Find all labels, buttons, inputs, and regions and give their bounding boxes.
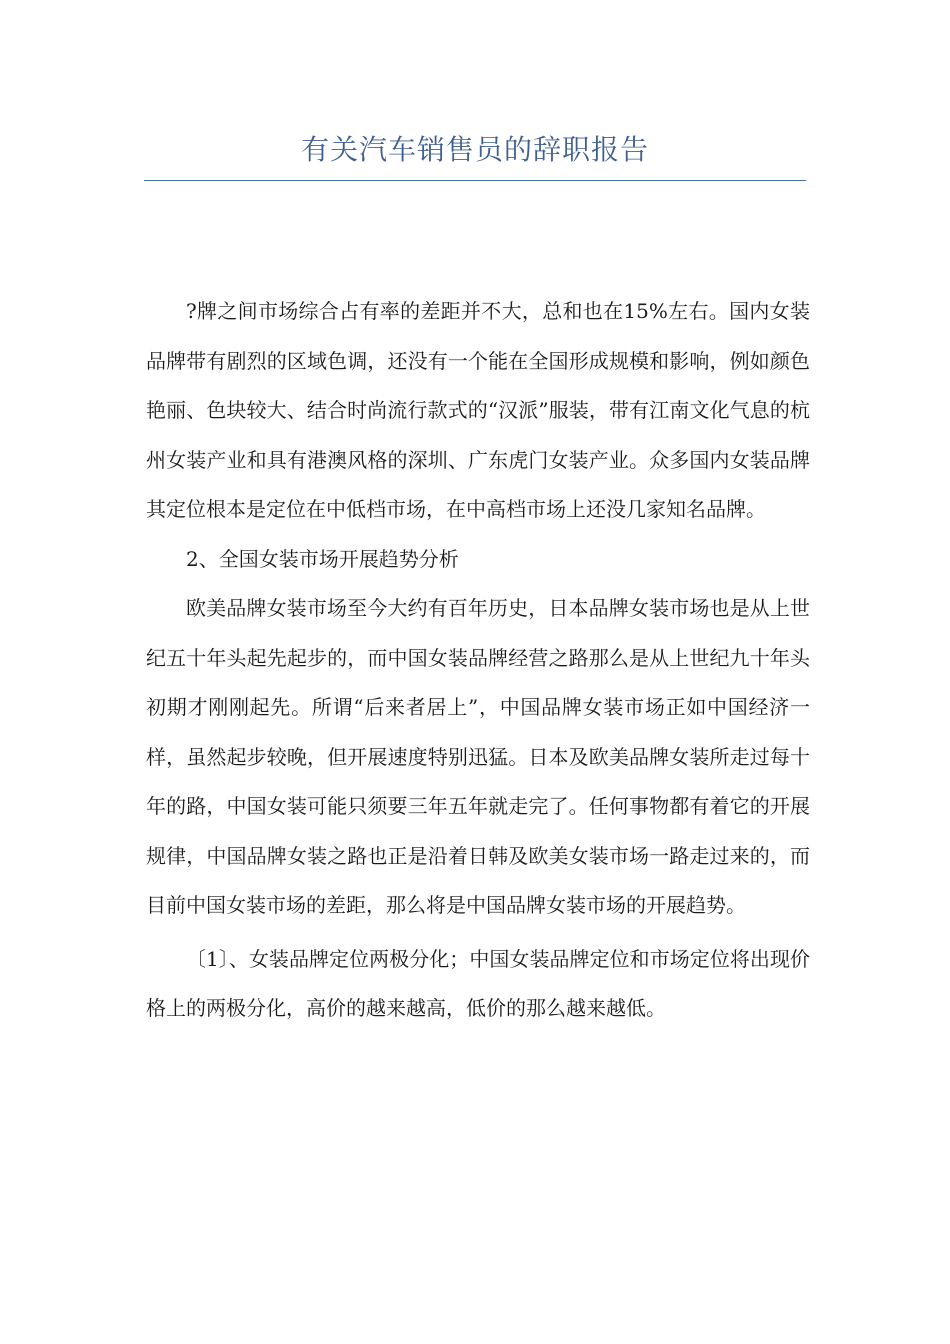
paragraph-market-share: ?牌之间市场综合占有率的差距并不大，总和也在15%左右。国内女装品牌带有剧烈的区域色调，还没有一个能在全国形成规模和影响，例如颜色艳丽、色块较大、结合时尚流行款式的“汉派”服装，带有江南文化气息的杭州女装产业和具有港澳风格的深圳、广东虎门女装产业。众多国内女装品牌其定位根本是定位在中低档市场，在中高档市场上还没几家知名品牌。: [146, 299, 810, 521]
title-underline: [144, 180, 806, 181]
paragraph-polarization: 〔1〕、女装品牌定位两极分化；中国女装品牌定位和市场定位将出现价格上的两极分化，高价的越来越高，低价的那么越来越低。: [146, 946, 810, 1020]
document-title: 有关汽车销售员的辞职报告: [300, 133, 649, 166]
document-body: [146, 287, 810, 1034]
paragraph-trend-heading: 2、全国女装市场开展趋势分析: [186, 546, 459, 571]
paragraph-history: 欧美品牌女装市场至今大约有百年历史，日本品牌女装市场也是从上世纪五十年头起先起步的，而中国女装品牌经营之路那么是从上世纪九十年头初期才刚刚起先。所谓“后来者居上”，中国品牌女装市场正如中国经济一样，虽然起步较晚，但开展速度特别迅猛。日本及欧美品牌女装所走过每十年的路，中国女装可能只须要三年五年就走完了。任何事物都有着它的开展规律，中国品牌女装之路也正是沿着日韩及欧美女装市场一路走过来的，而目前中国女装市场的差距，那么将是中国品牌女装市场的开展趋势。: [146, 596, 810, 917]
